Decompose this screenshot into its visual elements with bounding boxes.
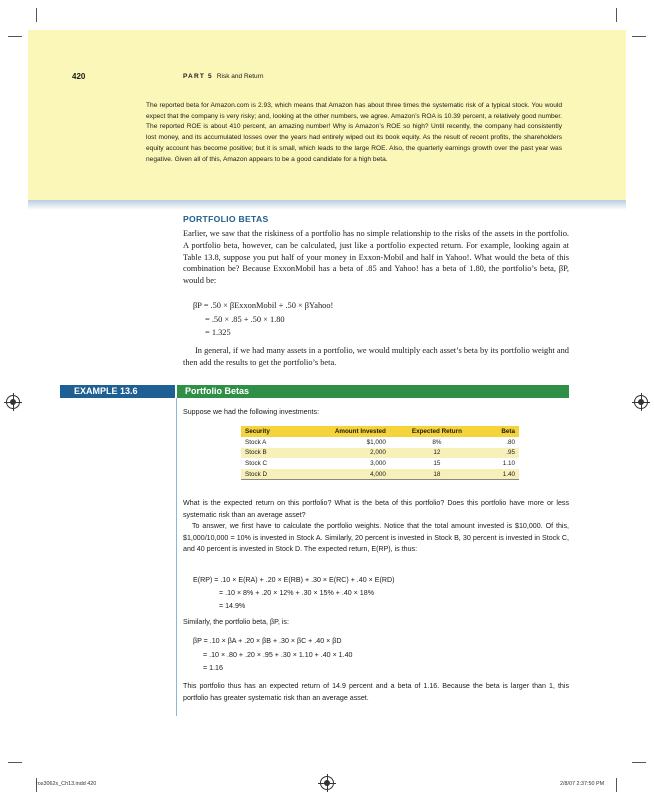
section-paragraph: Earlier, we saw that the riskiness of a portfolio has no simple relationship to the risks of the assets in the portfolio. A portfolio beta, however, can be calculated, just like a portfolio expected return. For example, looking again at Table 13.8, suppose you put half of your money in Exxon-Mobil and half in Yahoo!. What would the beta of this combination be? Because ExxonMobil has a beta of .85 and Yahoo! has a beta of 1.80, the portfolio’s beta, βP, would be: bbox=[183, 229, 569, 286]
expected-return-line-2: = .10 × 8% + .20 × 12% + .30 × 15% + .40 × 18% bbox=[219, 589, 374, 597]
table-cell: Stock B bbox=[241, 448, 294, 459]
table-header: Expected Return bbox=[390, 426, 484, 437]
table-cell: 1.40 bbox=[484, 469, 519, 480]
example-question: What is the expected return on this portfolio? What is the beta of this portfolio? Does this portfolio have more or less systematic risk than an average asset? bbox=[183, 499, 569, 519]
example-conclusion: This portfolio thus has an expected return of 14.9 percent and a beta of 1.16. Because the beta is larger than 1, this portfolio has greater systematic risk than an average asset. bbox=[183, 682, 569, 702]
example-title: Portfolio Betas bbox=[185, 386, 250, 396]
table-cell: .80 bbox=[506, 438, 515, 446]
table-row bbox=[241, 458, 519, 469]
registration-mark-icon bbox=[320, 776, 334, 790]
registration-mark-icon bbox=[6, 395, 20, 409]
running-head bbox=[183, 73, 263, 80]
crop-mark bbox=[8, 36, 22, 37]
footer-file: ros3062x_Ch13.indd 420 bbox=[36, 781, 97, 787]
table-cell: Stock A bbox=[245, 438, 267, 446]
table-cell: .95 bbox=[484, 448, 519, 459]
beta-line-2: = .10 × .80 + .20 × .95 + .30 × 1.10 + .40 × 1.40 bbox=[203, 651, 353, 659]
page-number: 420 bbox=[72, 72, 86, 81]
box-shadow bbox=[28, 200, 626, 210]
equation-line-3: = 1.325 bbox=[205, 328, 231, 337]
crop-mark bbox=[616, 8, 617, 22]
crop-mark bbox=[8, 762, 22, 763]
beta-line-1: βP = .10 × βA + .20 × βB + .30 × βC + .40 × βD bbox=[193, 637, 342, 645]
footer-date: 2/8/07 2:37:50 PM bbox=[560, 781, 605, 787]
table-header: Amount Invested bbox=[294, 426, 390, 437]
equation-line-1: βP = .50 × βExxonMobil + .50 × βYahoo! bbox=[193, 301, 334, 310]
table-cell: 18 bbox=[390, 469, 484, 480]
section-paragraph-2: In general, if we had many assets in a portfolio, we would multiply each asset’s beta by its portfolio weight and then add the results to get the portfolio’s beta. bbox=[183, 346, 569, 367]
crop-mark bbox=[616, 778, 617, 792]
table-cell: 4,000 bbox=[294, 469, 390, 480]
table-header: Security bbox=[241, 426, 294, 437]
table-cell: 2,000 bbox=[294, 448, 390, 459]
table-cell: Stock D bbox=[241, 469, 294, 480]
investments-table bbox=[241, 426, 519, 480]
table-row bbox=[241, 437, 519, 448]
table-cell: Stock C bbox=[245, 459, 268, 467]
table-cell: 3,000 bbox=[370, 459, 386, 467]
beta-intro: Similarly, the portfolio beta, βP, is: bbox=[183, 618, 289, 626]
expected-return-line-3: = 14.9% bbox=[219, 602, 246, 610]
example-label: EXAMPLE 13.6 bbox=[74, 386, 138, 396]
table-header: Beta bbox=[484, 426, 519, 437]
table-cell: 1.10 bbox=[502, 459, 515, 467]
box-text: The reported beta for Amazon.com is 2.93, which means that Amazon has about three times the systematic risk of a typical stock. You would expect that the company is very risky; and, looking at the other numbers, we agree. Amazon’s ROA is 10.39 percent, a relatively good number. The reported ROE is about 410 percent, an amazing number! Why is Amazon’s ROE so high? Until recently, the company had consistently lost money, and its accumulated losses over the years had entirely wiped out its book equity. As the result of recent profits, the shareholders equity account has become positive; but it is small, which leads to the large ROE. Also, the quarterly earnings growth over the past year was negative. Given all of this, Amazon appears to be a good candidate for a high beta. bbox=[146, 102, 562, 163]
crop-mark bbox=[632, 762, 646, 763]
beta-line-3: = 1.16 bbox=[203, 664, 223, 672]
example-answer: To answer, we first have to calculate the portfolio weights. Notice that the total amount invested is $10,000. Of this, $1,000/10,000 = 10% is invested in Stock A. Similarly, 20 percent is invested in Stock B, 30 percent is invested in Stock C, and 40 percent is invested in Stock D. The expected return, E(RP), is thus: bbox=[183, 522, 569, 554]
example-intro: Suppose we had the following investments: bbox=[183, 408, 320, 416]
example-rule bbox=[176, 398, 177, 716]
registration-mark-icon bbox=[634, 395, 648, 409]
table-header-row bbox=[241, 426, 519, 437]
table-cell: 15 bbox=[433, 459, 441, 467]
equation-line-2: = .50 × .85 + .50 × 1.80 bbox=[205, 315, 285, 324]
table-row bbox=[241, 448, 519, 459]
crop-mark bbox=[36, 8, 37, 22]
table-row bbox=[241, 469, 519, 480]
example-body bbox=[183, 498, 569, 556]
part-label: PART 5 bbox=[183, 73, 213, 80]
expected-return-line-1: E(RP) = .10 × E(RA) + .20 × E(RB) + .30 × E(RC) + .40 × E(RD) bbox=[193, 576, 395, 584]
section-heading: PORTFOLIO BETAS bbox=[183, 214, 269, 224]
table-cell: $1,000 bbox=[366, 438, 386, 446]
part-title: Risk and Return bbox=[216, 73, 264, 80]
table-cell: 8% bbox=[432, 438, 442, 446]
table-cell: 12 bbox=[390, 448, 484, 459]
crop-mark bbox=[632, 36, 646, 37]
